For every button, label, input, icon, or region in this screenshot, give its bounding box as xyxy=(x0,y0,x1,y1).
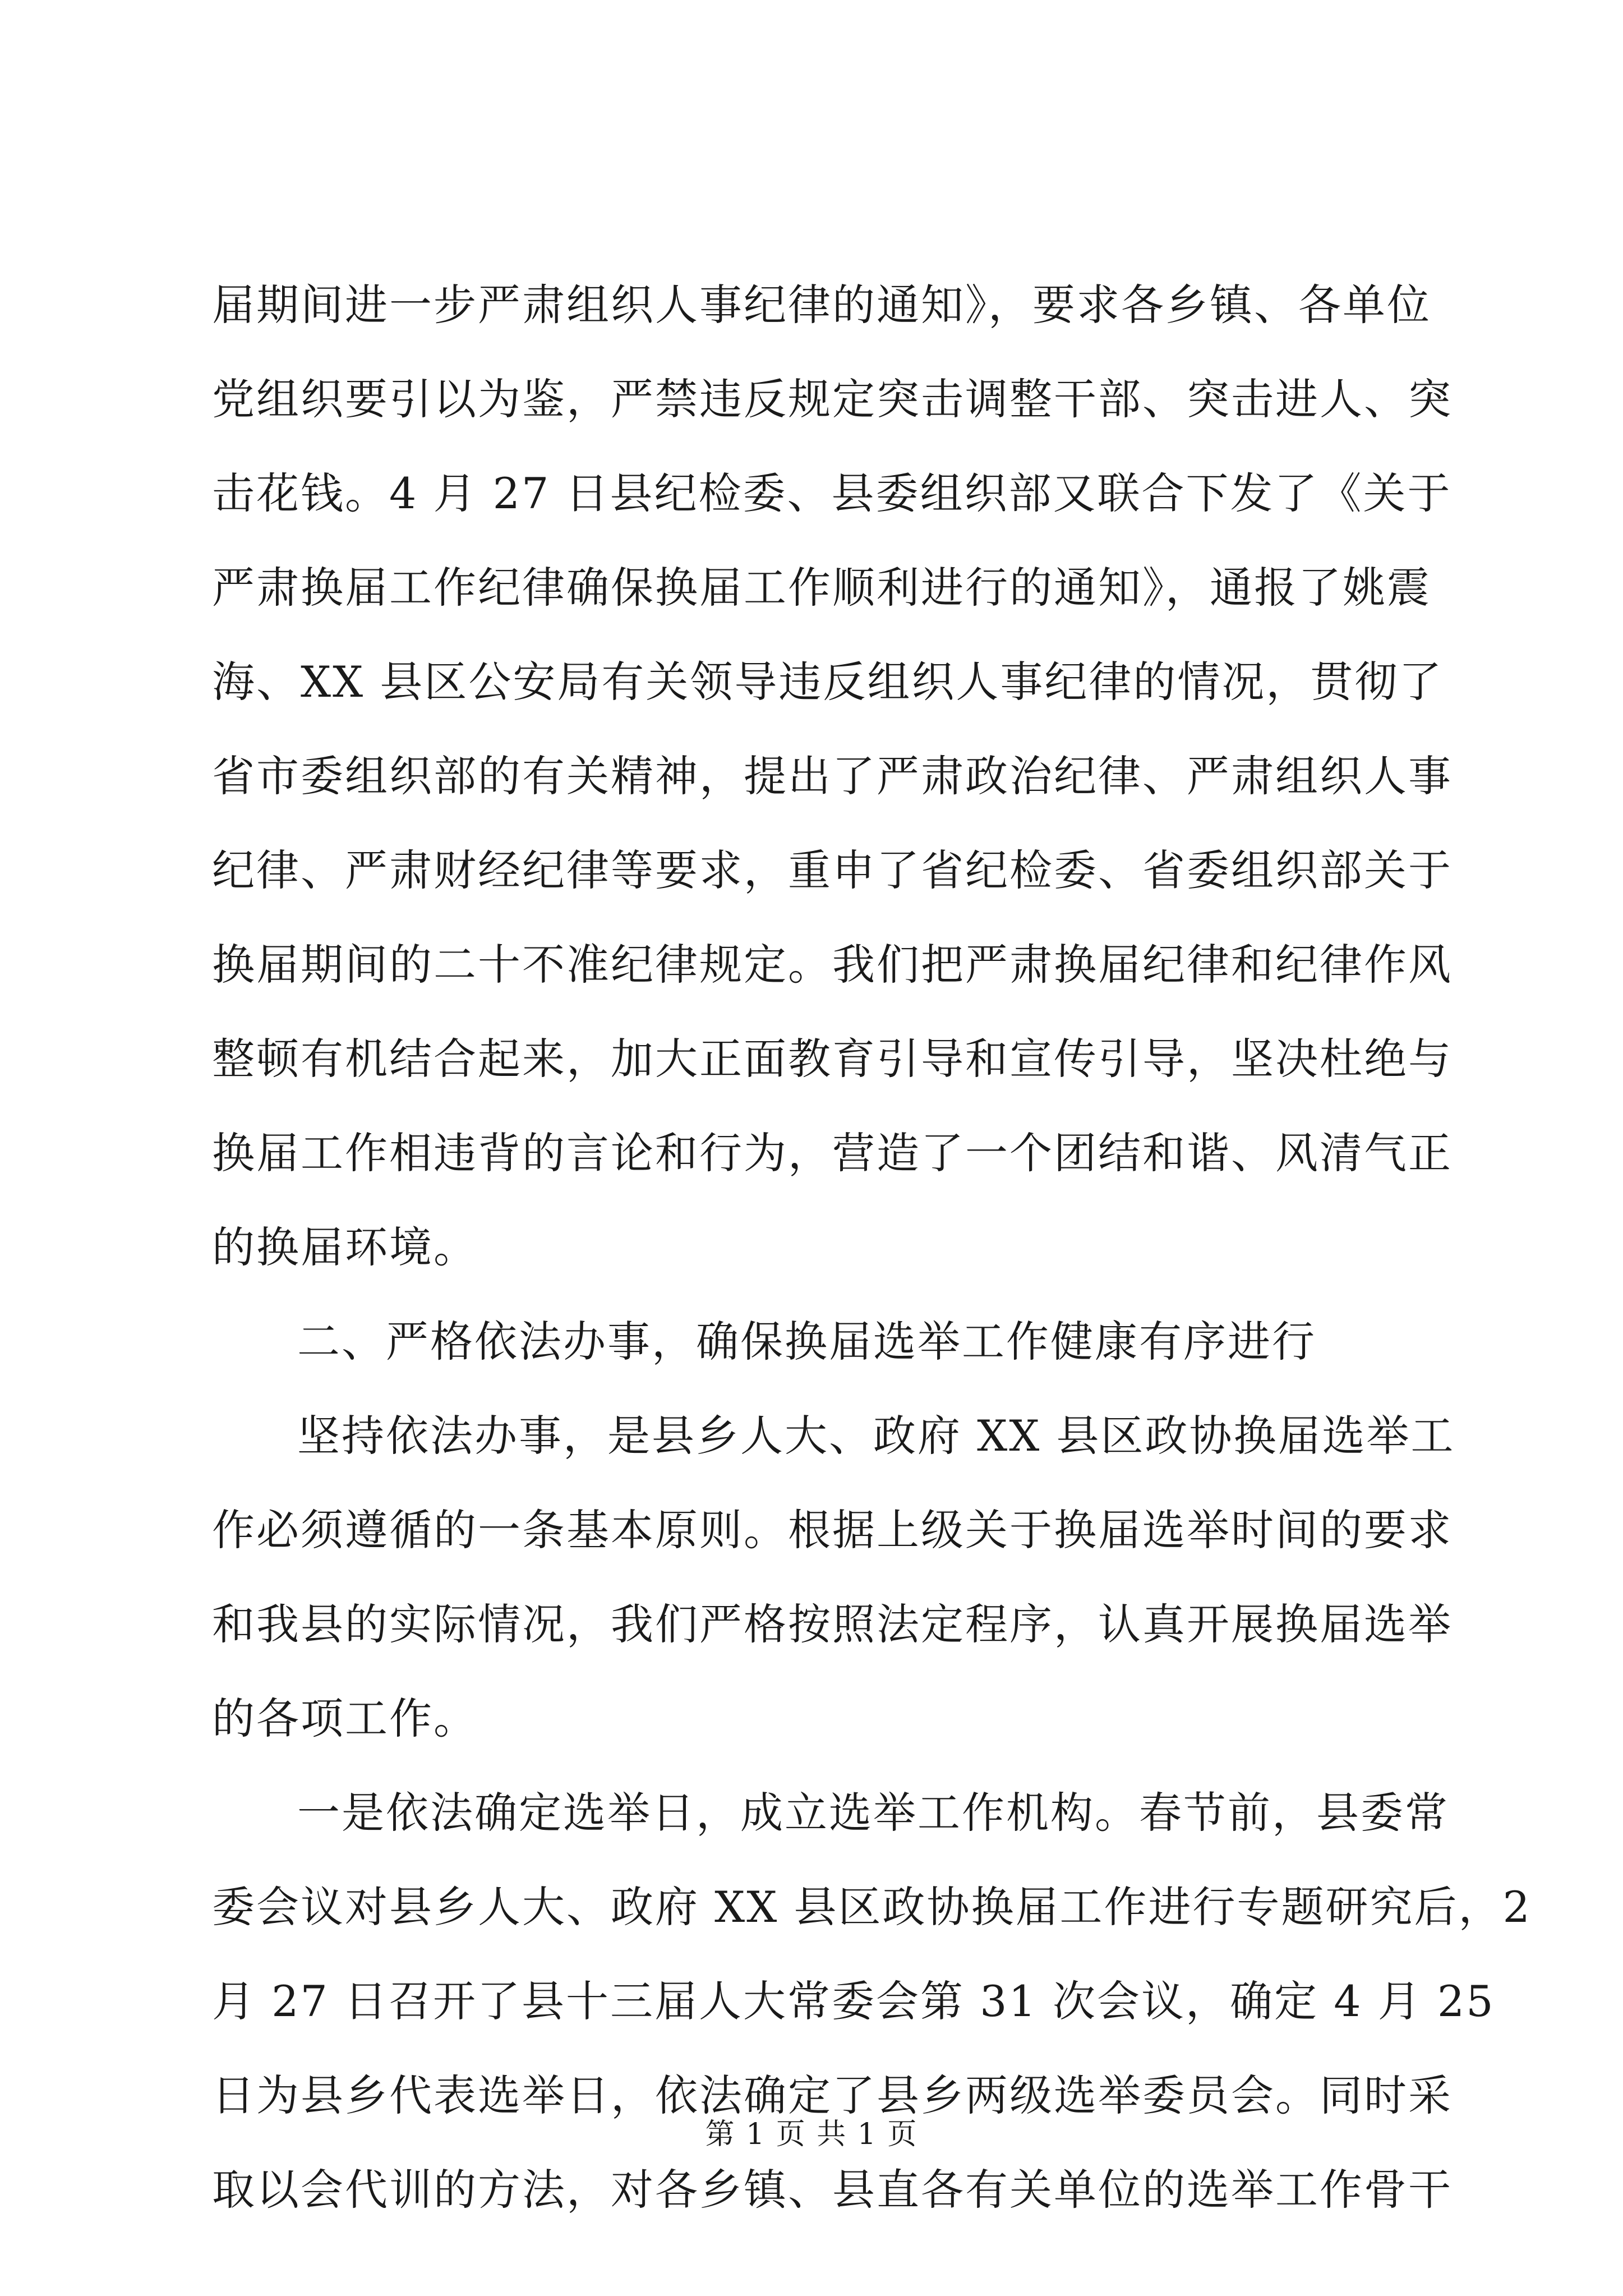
text-line: 整顿有机结合起来，加大正面教育引导和宣传引导，坚决杜绝与 xyxy=(212,1034,1453,1084)
text-line: 海、XX 县区公安局有关领导违反组织人事纪律的情况，贯彻了 xyxy=(212,657,1444,707)
document-body xyxy=(212,258,1532,2237)
text-line: 严肃换届工作纪律确保换届工作顺利进行的通知》，通报了姚震 xyxy=(212,563,1431,613)
section-heading: 二、严格依法办事，确保换届选举工作健康有序进行 xyxy=(297,1317,1316,1366)
text-line: 省市委组织部的有关精神，提出了严肃政治纪律、严肃组织人事 xyxy=(212,751,1453,801)
text-line: 月 27 日召开了县十三届人大常委会第 31 次会议，确定 4 月 25 xyxy=(212,1976,1495,2026)
text-line: 届期间进一步严肃组织人事纪律的通知》，要求各乡镇、各单位 xyxy=(212,280,1431,330)
text-line: 委会议对县乡人大、政府 XX 县区政协换届工作进行专题研究后，2 xyxy=(212,1882,1532,1932)
text-line: 作必须遵循的一条基本原则。根据上级关于换届选举时间的要求 xyxy=(212,1505,1453,1555)
text-line: 的各项工作。 xyxy=(212,1694,478,1743)
text-line: 换届期间的二十不准纪律规定。我们把严肃换届纪律和纪律作风 xyxy=(212,940,1453,990)
text-line: 取以会代训的方法，对各乡镇、县直各有关单位的选举工作骨干 xyxy=(212,2165,1453,2215)
text-line: 的换届环境。 xyxy=(212,1222,478,1272)
text-line: 纪律、严肃财经纪律等要求，重申了省纪检委、省委组织部关于 xyxy=(212,845,1453,895)
text-line: 和我县的实际情况，我们严格按照法定程序，认真开展换届选举 xyxy=(212,1599,1453,1649)
text-line: 日为县乡代表选举日，依法确定了县乡两级选举委员会。同时采 xyxy=(212,2070,1453,2120)
text-line: 换届工作相违背的言论和行为，营造了一个团结和谐、风清气正 xyxy=(212,1128,1453,1178)
text-line: 一是依法确定选举日，成立选举工作机构。春节前，县委常 xyxy=(297,1788,1449,1838)
text-line: 击花钱。4 月 27 日县纪检委、县委组织部又联合下发了《关于 xyxy=(212,468,1452,518)
text-line: 坚持依法办事，是县乡人大、政府 XX 县区政协换届选举工 xyxy=(297,1411,1455,1461)
text-line: 党组织要引以为鉴，严禁违反规定突击调整干部、突击进人、突 xyxy=(212,374,1453,424)
page-footer: 第 1 页 共 1 页 xyxy=(705,2118,918,2151)
